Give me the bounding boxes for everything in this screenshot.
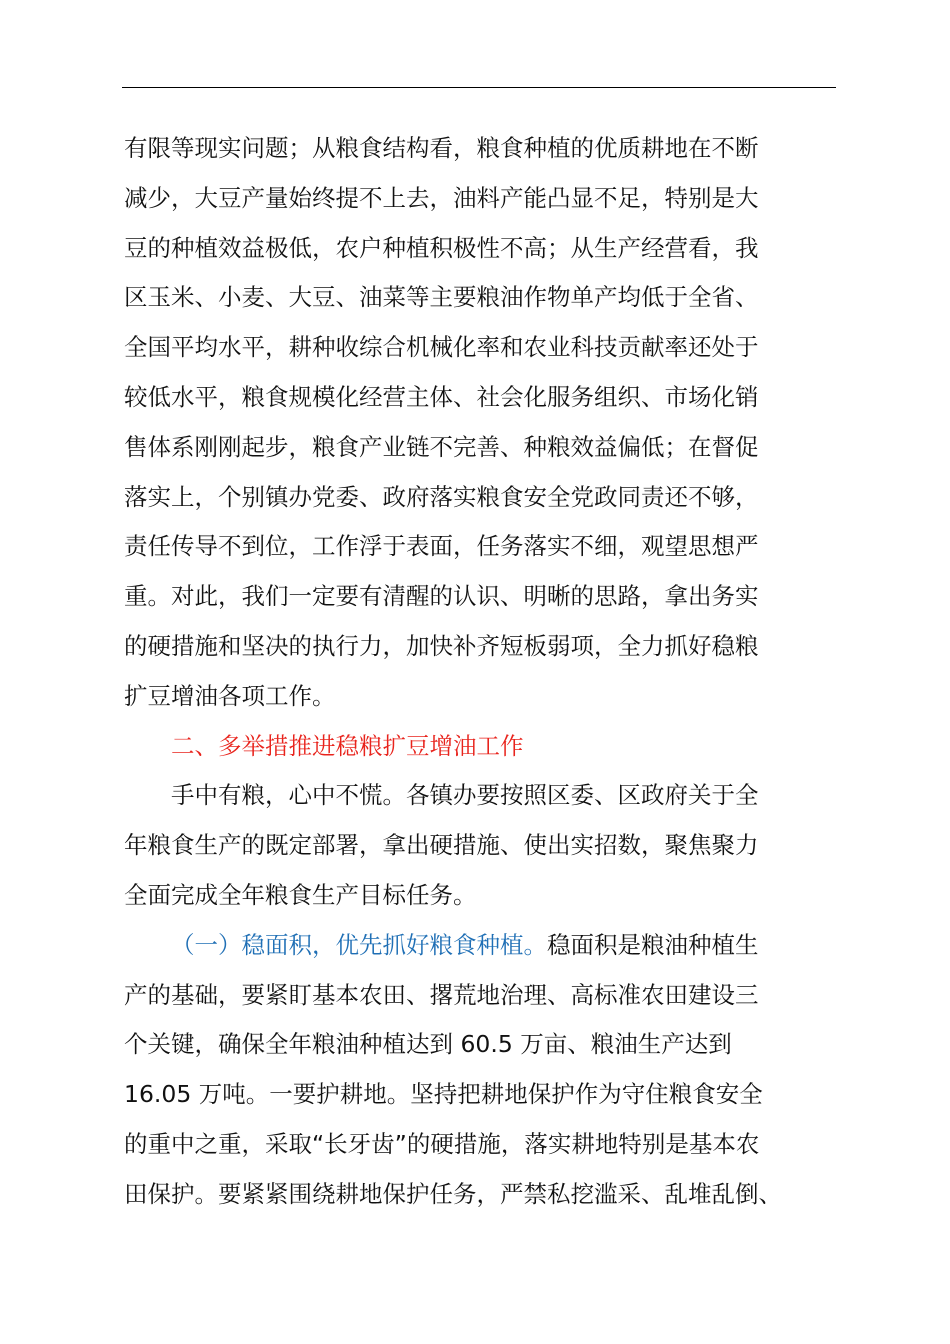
paragraph-line: 区玉米、小麦、大豆、油菜等主要粮油作物单产均低于全省、 bbox=[124, 283, 759, 312]
paragraph-line: 产的基础，要紧盯基本农田、撂荒地治理、高标准农田建设三 bbox=[124, 980, 759, 1009]
paragraph-line: 个关键，确保全年粮油种植达到 60.5 万亩、粮油生产达到 bbox=[124, 1030, 732, 1059]
paragraph-line: 重。对此，我们一定要有清醒的认识、明晰的思路，拿出务实 bbox=[124, 582, 759, 611]
paragraph-line: 有限等现实问题；从粮食结构看，粮食种植的优质耕地在不断 bbox=[124, 134, 759, 162]
paragraph-line: 全面完成全年粮食生产目标任务。 bbox=[124, 880, 477, 909]
paragraph-line: 豆的种植效益极低，农户种植积极性不高；从生产经营看，我 bbox=[124, 233, 759, 262]
paragraph-line: 田保护。要紧紧围绕耕地保护任务，严禁私挖滥采、乱堆乱倒、 bbox=[124, 1179, 782, 1208]
header-rule bbox=[122, 87, 836, 88]
subsection-first-line bbox=[124, 921, 840, 971]
paragraph-line: 售体系刚刚起步，粮食产业链不完善、种粮效益偏低；在督促 bbox=[124, 432, 759, 461]
paragraph-line: 的重中之重，采取“长牙齿”的硬措施，落实耕地特别是基本农 bbox=[124, 1129, 760, 1158]
subsection-heading: （一）稳面积，优先抓好粮食种植。 bbox=[171, 930, 547, 959]
paragraph-line: 16.05 万吨。一要护耕地。坚持把耕地保护作为守住粮食安全 bbox=[124, 1080, 763, 1109]
paragraph-line: 较低水平，粮食规模化经营主体、社会化服务组织、市场化销 bbox=[124, 382, 759, 411]
paragraph-line: 落实上，个别镇办党委、政府落实粮食安全党政同责还不够， bbox=[124, 482, 759, 511]
paragraph-line: 年粮食生产的既定部署，拿出硬措施、使出实招数，聚焦聚力 bbox=[124, 831, 759, 860]
paragraph-line: 的硬措施和坚决的执行力，加快补齐短板弱项，全力抓好稳粮 bbox=[124, 631, 759, 660]
section-heading: 二、多举措推进稳粮扩豆增油工作 bbox=[171, 731, 524, 760]
paragraph-line: 责任传导不到位，工作浮于表面，任务落实不细，观望思想严 bbox=[124, 532, 759, 561]
paragraph-line: 减少，大豆产量始终提不上去，油料产能凸显不足，特别是大 bbox=[124, 183, 759, 212]
document-body bbox=[124, 124, 840, 1220]
paragraph-line: 手中有粮，心中不慌。各镇办要按照区委、区政府关于全 bbox=[171, 781, 759, 810]
subsection-text: 稳面积是粮油种植生 bbox=[547, 930, 759, 959]
paragraph-line: 全国平均水平，耕种收综合机械化率和农业科技贡献率还处于 bbox=[124, 333, 759, 362]
paragraph-line: 扩豆增油各项工作。 bbox=[124, 681, 336, 710]
